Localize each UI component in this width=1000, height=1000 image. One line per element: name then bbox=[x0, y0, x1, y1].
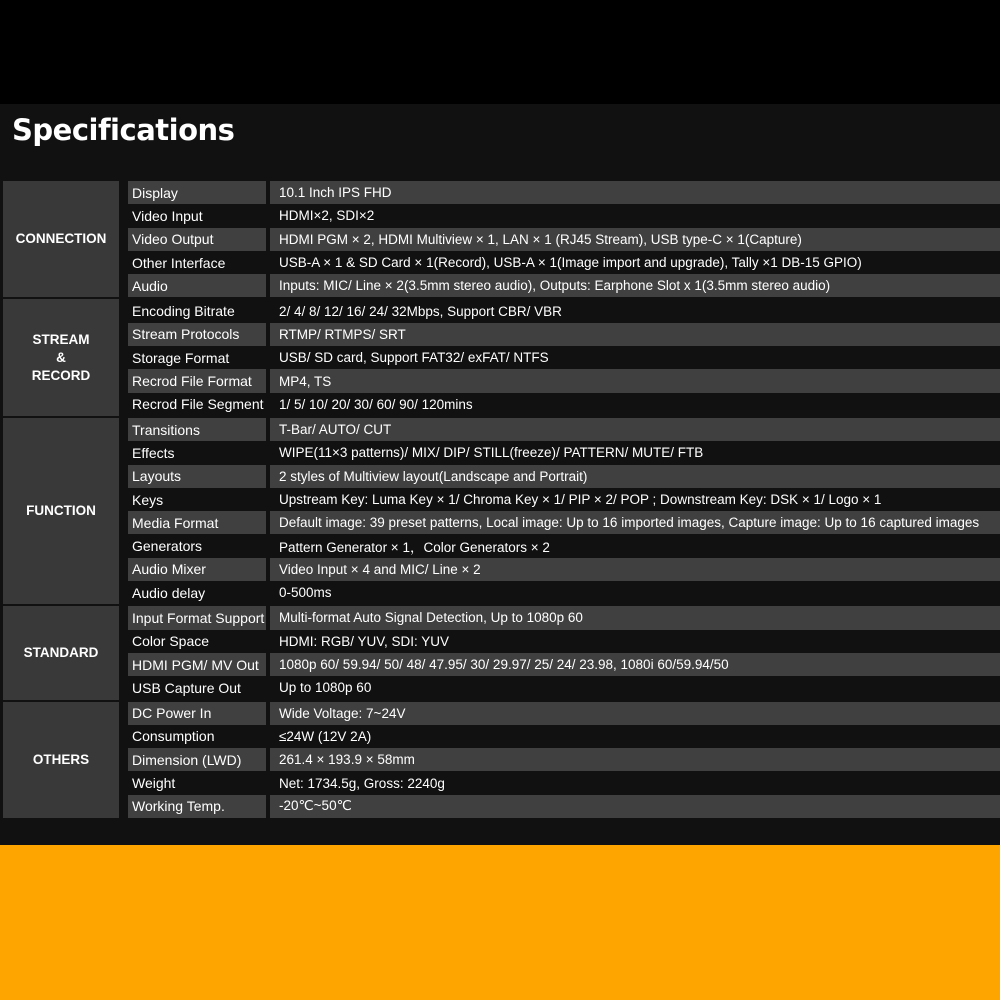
spec-row bbox=[128, 418, 1000, 441]
spec-value: Wide Voltage: 7~24V bbox=[270, 702, 1000, 725]
spec-value: Pattern Generator × 1，Color Generators × 2 bbox=[279, 540, 550, 556]
spec-row bbox=[128, 181, 1000, 204]
spec-value: HDMI×2, SDI×2 bbox=[279, 208, 375, 224]
spec-value: 10.1 Inch IPS FHD bbox=[270, 181, 1000, 204]
spec-label: Storage Format bbox=[132, 349, 230, 366]
spec-label: Media Format bbox=[128, 511, 266, 534]
spec-label: Keys bbox=[132, 491, 164, 508]
spec-label: Consumption bbox=[132, 728, 215, 745]
category-cell bbox=[3, 181, 119, 297]
page-title: Specifications bbox=[12, 113, 235, 147]
spec-value: 1080p 60/ 59.94/ 50/ 48/ 47.95/ 30/ 29.97/ 25/ 24/ 23.98, 1080i 60/59.94/50 bbox=[270, 653, 1000, 676]
spec-row bbox=[128, 581, 1000, 604]
spec-section bbox=[3, 702, 1000, 818]
spec-label: Recrod File Segment bbox=[132, 396, 264, 413]
spec-label: Audio Mixer bbox=[128, 558, 266, 581]
spec-row bbox=[128, 558, 1000, 581]
category-label: OTHERS bbox=[32, 751, 90, 767]
spec-row bbox=[128, 274, 1000, 297]
spec-value: ≤24W (12V 2A) bbox=[279, 728, 372, 744]
spec-value: -20℃~50℃ bbox=[270, 795, 1000, 818]
spec-row bbox=[128, 369, 1000, 392]
spec-row bbox=[128, 204, 1000, 227]
spec-row bbox=[128, 346, 1000, 369]
spec-row bbox=[128, 299, 1000, 322]
category-label: FUNCTION bbox=[26, 503, 96, 519]
spec-label: DC Power In bbox=[128, 702, 266, 725]
spec-value: HDMI PGM × 2, HDMI Multiview × 1, LAN × 1 (RJ45 Stream), USB type-C × 1(Capture) bbox=[270, 228, 1000, 251]
category-label: STANDARD bbox=[23, 644, 99, 660]
spec-value: HDMI: RGB/ YUV, SDI: YUV bbox=[279, 633, 450, 649]
spec-label: Generators bbox=[132, 538, 203, 555]
spec-row bbox=[128, 630, 1000, 653]
spec-row bbox=[128, 465, 1000, 488]
spec-row bbox=[128, 393, 1000, 416]
spec-value: Net: 1734.5g, Gross: 2240g bbox=[279, 775, 445, 791]
spec-label: Layouts bbox=[128, 465, 266, 488]
spec-label: Recrod File Format bbox=[128, 369, 266, 392]
orange-footer-band bbox=[0, 845, 1000, 1000]
spec-value: USB/ SD card, Support FAT32/ exFAT/ NTFS bbox=[279, 350, 549, 366]
spec-row bbox=[128, 676, 1000, 699]
spec-value: MP4, TS bbox=[270, 369, 1000, 392]
category-cell bbox=[3, 418, 119, 604]
spec-row bbox=[128, 488, 1000, 511]
spec-section bbox=[3, 418, 1000, 604]
spec-value: Video Input × 4 and MIC/ Line × 2 bbox=[270, 558, 1000, 581]
spec-label: Color Space bbox=[132, 633, 210, 650]
spec-label: Audio bbox=[128, 274, 266, 297]
spec-label: Effects bbox=[132, 444, 175, 461]
spec-value: WIPE(11×3 patterns)/ MIX/ DIP/ STILL(freeze)/ PATTERN/ MUTE/ FTB bbox=[279, 445, 704, 461]
spec-value: 0-500ms bbox=[279, 585, 332, 601]
spec-row bbox=[128, 534, 1000, 557]
spec-label: Audio delay bbox=[132, 584, 206, 601]
spec-label: Video Input bbox=[132, 207, 203, 224]
spec-label: Dimension (LWD) bbox=[128, 748, 266, 771]
spec-row bbox=[128, 653, 1000, 676]
spec-label: Encoding Bitrate bbox=[132, 303, 235, 320]
spec-row bbox=[128, 228, 1000, 251]
spec-label: Working Temp. bbox=[128, 795, 266, 818]
spec-value: 2/ 4/ 8/ 12/ 16/ 24/ 32Mbps, Support CBR/ VBR bbox=[279, 303, 562, 319]
category-label: STREAM & RECORD bbox=[31, 331, 91, 383]
spec-value: USB-A × 1 & SD Card × 1(Record), USB-A × 1(Image import and upgrade), Tally ×1 DB-15 GPIO) bbox=[279, 255, 862, 271]
spec-label: Video Output bbox=[128, 228, 266, 251]
spec-row bbox=[128, 748, 1000, 771]
spec-row bbox=[128, 441, 1000, 464]
spec-row bbox=[128, 795, 1000, 818]
spec-table bbox=[3, 181, 1000, 820]
spec-row bbox=[128, 251, 1000, 274]
spec-row bbox=[128, 511, 1000, 534]
spec-label: Stream Protocols bbox=[128, 323, 266, 346]
spec-label: Display bbox=[128, 181, 266, 204]
spec-row bbox=[128, 702, 1000, 725]
category-cell bbox=[3, 702, 119, 818]
spec-value: RTMP/ RTMPS/ SRT bbox=[270, 323, 1000, 346]
spec-value: Inputs: MIC/ Line × 2(3.5mm stereo audio), Outputs: Earphone Slot x 1(3.5mm stereo audio) bbox=[270, 274, 1000, 297]
spec-value: Up to 1080p 60 bbox=[279, 680, 372, 696]
category-cell bbox=[3, 606, 119, 699]
spec-section bbox=[3, 606, 1000, 699]
spec-section bbox=[3, 181, 1000, 297]
spec-value: 2 styles of Multiview layout(Landscape and Portrait) bbox=[270, 465, 1000, 488]
spec-row bbox=[128, 725, 1000, 748]
spec-value: Upstream Key: Luma Key × 1/ Chroma Key × 1/ PIP × 2/ POP ; Downstream Key: DSK × 1/ Logo × 1 bbox=[279, 492, 882, 507]
category-label: CONNECTION bbox=[15, 231, 107, 247]
category-cell bbox=[3, 299, 119, 415]
spec-value: 261.4 × 193.9 × 58mm bbox=[270, 748, 1000, 771]
spec-row bbox=[128, 323, 1000, 346]
spec-value: T-Bar/ AUTO/ CUT bbox=[270, 418, 1000, 441]
spec-label: HDMI PGM/ MV Out bbox=[128, 653, 266, 676]
spec-label: Transitions bbox=[128, 418, 266, 441]
spec-row bbox=[128, 606, 1000, 629]
spec-section bbox=[3, 299, 1000, 415]
spec-row bbox=[128, 771, 1000, 794]
spec-label: USB Capture Out bbox=[132, 679, 241, 696]
spec-value: Default image: 39 preset patterns, Local image: Up to 16 imported images, Capture image: Up to 16 captured images bbox=[270, 511, 1000, 534]
spec-value: Multi-format Auto Signal Detection, Up to 1080p 60 bbox=[270, 606, 1000, 629]
spec-label: Weight bbox=[132, 775, 176, 792]
spec-value: 1/ 5/ 10/ 20/ 30/ 60/ 90/ 120mins bbox=[279, 396, 473, 412]
spec-label: Other Interface bbox=[132, 254, 226, 271]
top-black-band bbox=[0, 0, 1000, 104]
spec-label: Input Format Support bbox=[128, 606, 266, 629]
